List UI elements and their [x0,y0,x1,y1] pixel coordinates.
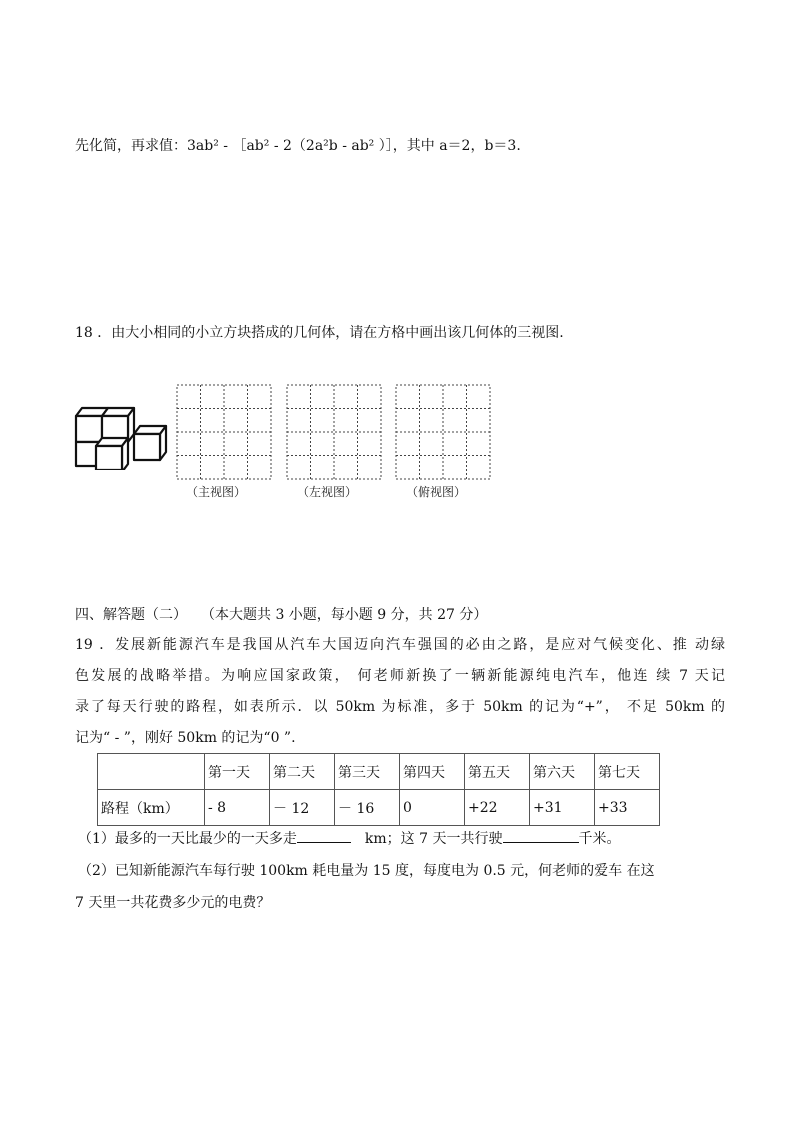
table-header-cell [98,754,205,790]
sub1-text-c: 千米。 [578,831,621,847]
front-view-label: （主视图） [186,485,247,499]
q19-line-3: 录了每天行驶的路程，如表所示．以 50km 为标准，多于 50km 的记为“+”， 不足 50km 的 [75,699,725,715]
section-note: （本大题共 3 小题，每小题 9 分，共 27 分） [201,607,488,623]
table-header-cell: 第三天 [335,754,400,790]
table-header-cell: 第七天 [595,754,660,790]
q19-sub-2: （2）已知新能源汽车每行驶 100km 耗电量为 15 度，每度电为 0.5 元，何老师的爱车 在这 [78,863,655,879]
sub1-text-b: km；这 7 天一共行驶 [364,831,503,847]
table-header-cell: 第一天 [205,754,270,790]
cube-figure [70,380,170,470]
top-view-label: （俯视图） [406,485,467,499]
table-cell: - 8 [205,790,270,826]
question-19 [75,630,725,754]
answer-blank-difference[interactable] [297,828,351,843]
left-view-grid[interactable] [286,384,382,480]
q19-line-4: 记为“ - ”，刚好 50km 的记为“0 ”. [75,730,296,746]
table-header-cell: 第五天 [465,754,530,790]
question-17: 先化简，再求值：3ab² - ［ab² - 2（2a²b - ab² ）］，其中 a＝2，b＝3. [75,138,521,154]
table-cell: +22 [465,790,530,826]
q19-line-2: 色发展的战略举措。为响应国家政策， 何老师新换了一辆新能源纯电汽车，他连 续 7 天记 [75,668,725,684]
answer-blank-total[interactable] [503,828,579,843]
section-heading [75,604,487,624]
table-cell: +31 [530,790,595,826]
table-cell: +33 [595,790,660,826]
front-view-grid[interactable] [176,384,272,480]
table-header-cell: 第二天 [270,754,335,790]
left-view-label: （左视图） [297,485,358,499]
sub1-text-a: （1）最多的一天比最少的一天多走 [78,831,297,847]
mileage-table [97,753,660,826]
q19-line-1: 19 ．发展新能源汽车是我国从汽车大国迈向汽车强国的必由之路，是应对气候变化、推 动绿 [75,637,725,653]
table-cell: 0 [400,790,465,826]
top-view-grid[interactable] [395,384,491,480]
question-18: 18 ．由大小相同的小立方块搭成的几何体，请在方格中画出该几何体的三视图. [75,325,564,341]
section-title: 四、解答题（二） [75,607,187,623]
table-header-cell: 第四天 [400,754,465,790]
table-row-label: 路程（km） [98,790,205,826]
table-cell: － 16 [335,790,400,826]
table-cell: － 12 [270,790,335,826]
table-header-row [98,754,660,790]
q19-sub-1 [78,828,621,848]
table-row [98,790,660,826]
q19-sub-2-continued: 7 天里一共花费多少元的电费？ [75,895,271,911]
table-header-cell: 第六天 [530,754,595,790]
